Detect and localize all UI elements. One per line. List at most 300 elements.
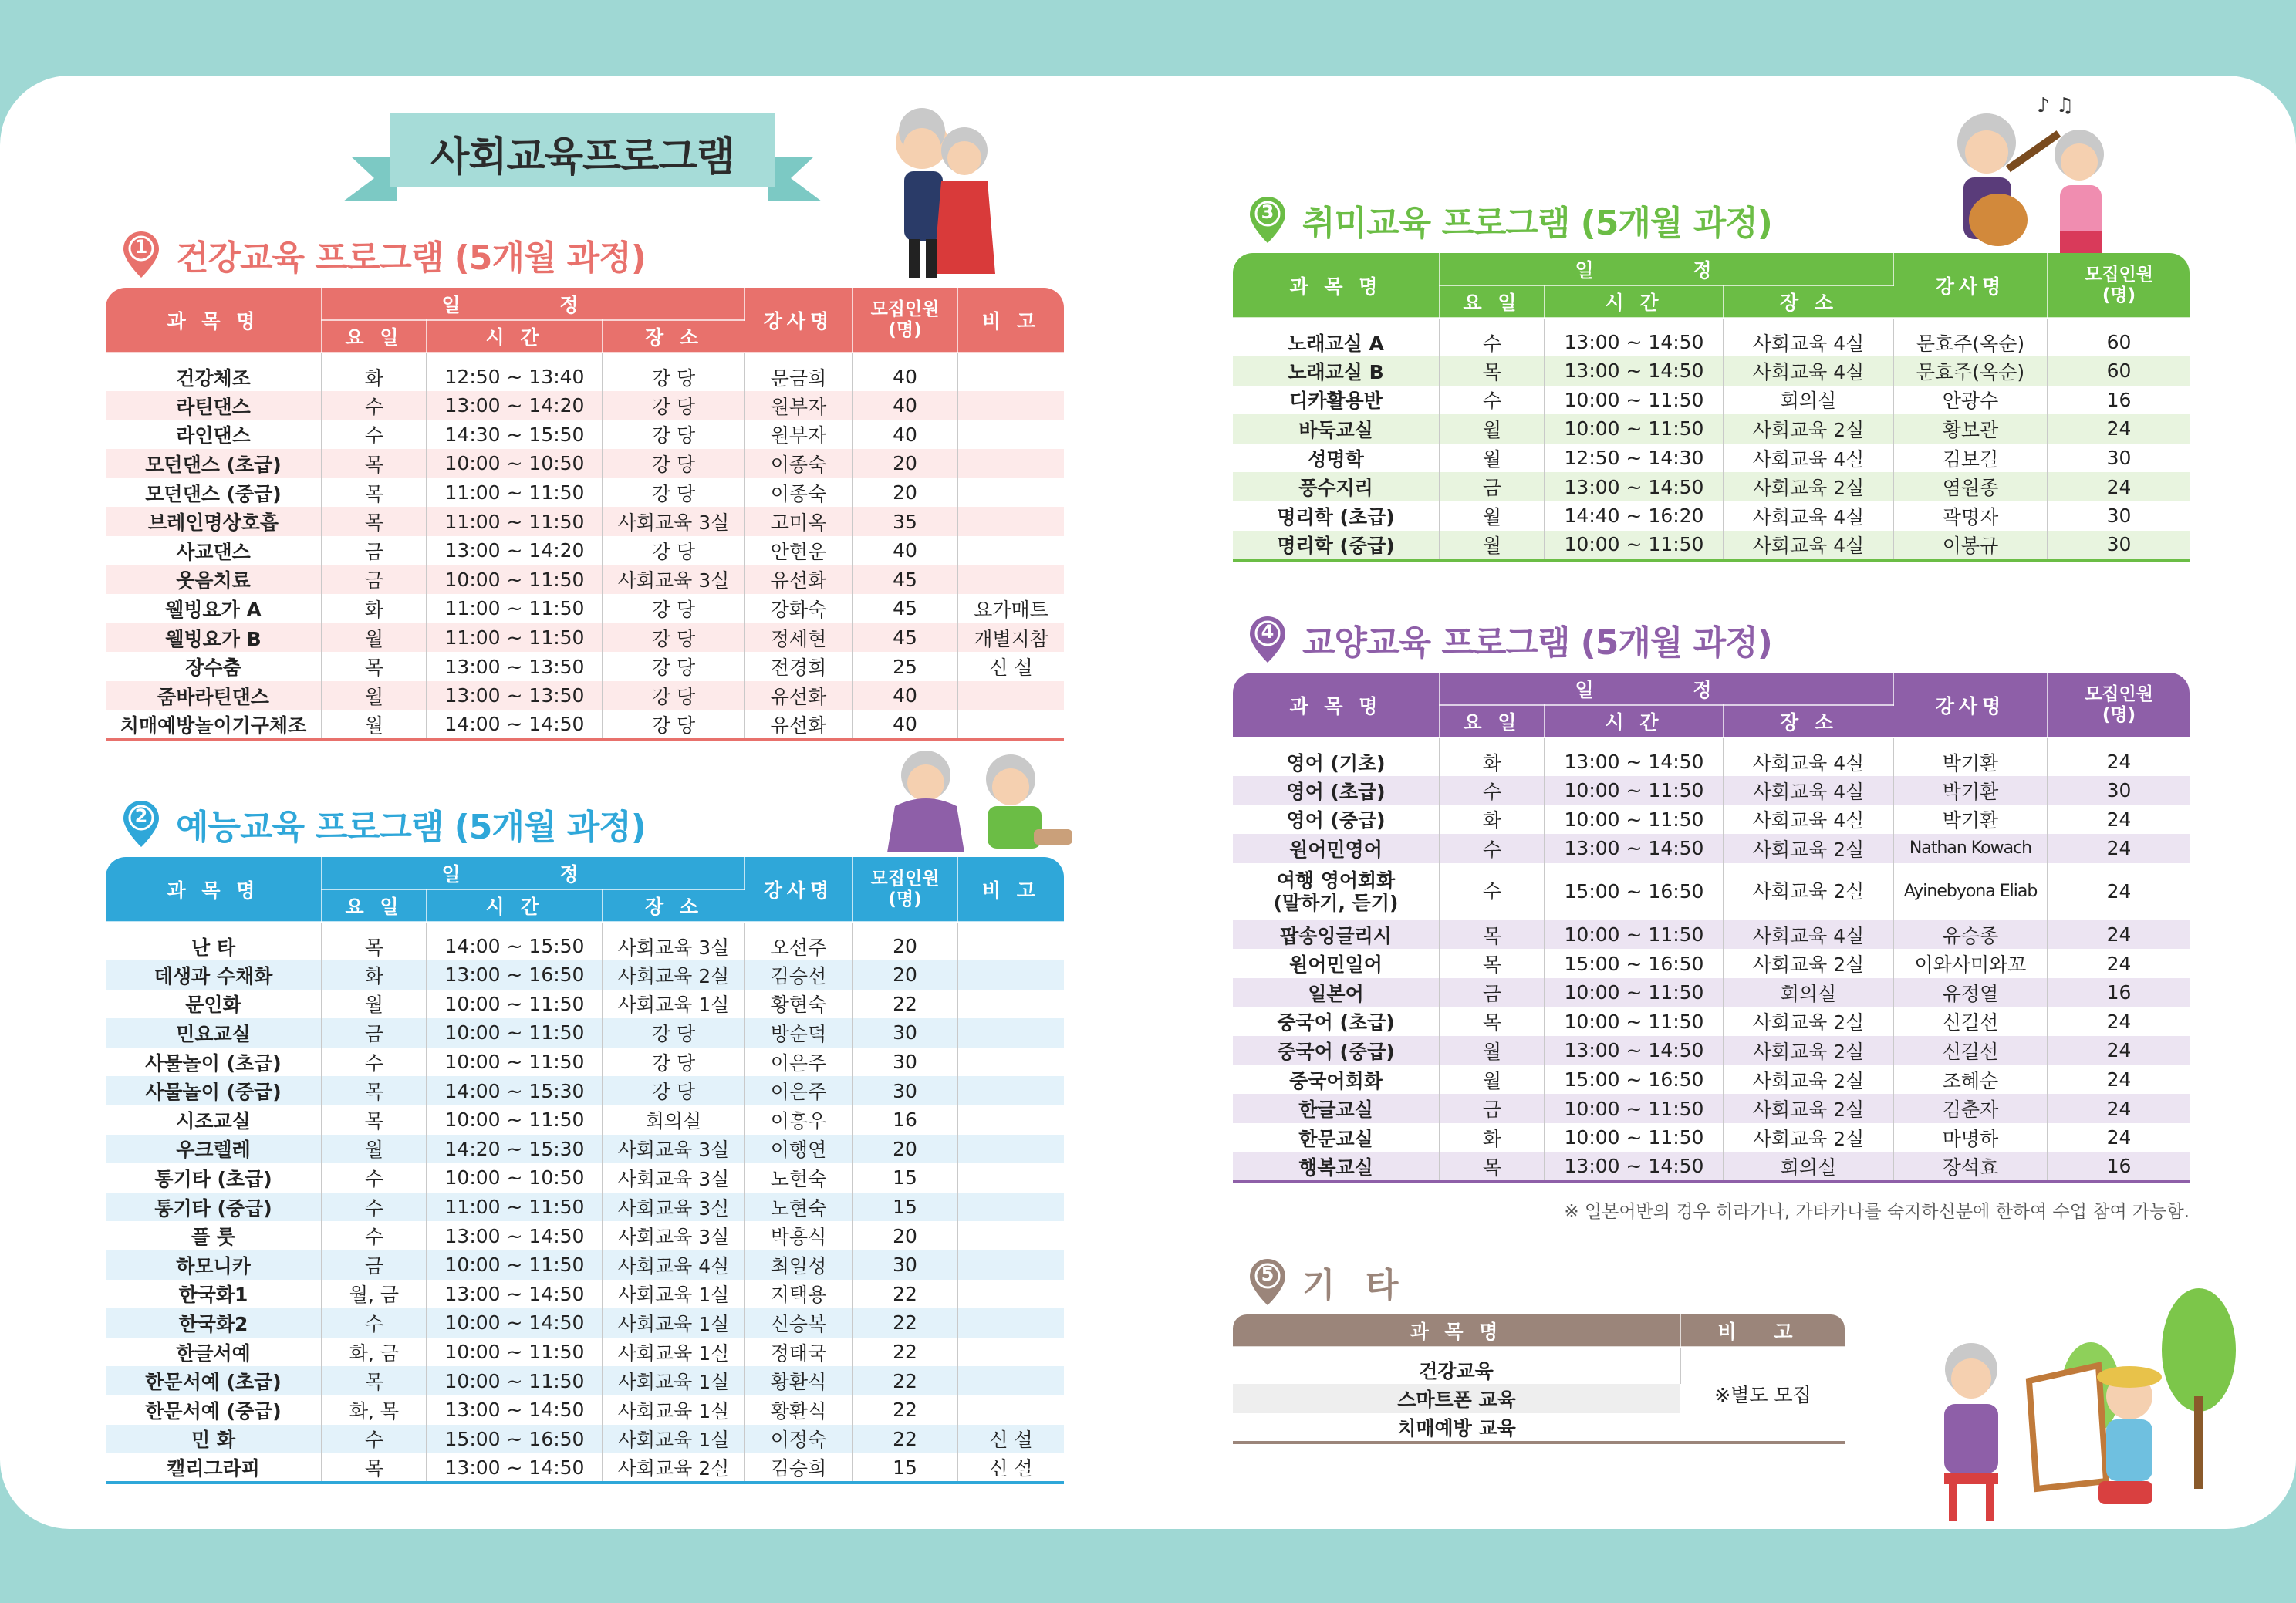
note-cell: 개별지참 [957, 623, 1064, 653]
note-cell: 신 설 [989, 656, 1033, 680]
table-row [1233, 1036, 2190, 1065]
day-cell: 목 [322, 1366, 427, 1395]
instructor-cell: 이은주 [745, 1048, 853, 1077]
hobby-section-heading [1250, 195, 1772, 245]
instructor-cell: 이봉규 [1893, 531, 2048, 560]
instructor-cell: 유정열 [1893, 978, 2048, 1007]
subject-cell: 라틴댄스 [106, 391, 322, 420]
table-row [106, 1048, 1064, 1077]
note-cell [957, 1395, 1064, 1425]
note-cell [957, 1048, 1064, 1077]
time-cell: 13:00 ~ 14:50 [1545, 737, 1724, 776]
table-row [106, 623, 1064, 653]
instructor-cell: 김보길 [1893, 444, 2048, 473]
note-cell [957, 990, 1064, 1019]
instructor-cell: 김승선 [745, 960, 853, 990]
section-title: 교양교육 프로그램 (5개월 과정) [1302, 623, 1772, 663]
capacity-cell: 16 [853, 1105, 957, 1135]
place-cell: 강 당 [603, 681, 745, 710]
guitar-couple-illustration [1944, 81, 2122, 266]
day-cell: 월 [322, 710, 427, 740]
time-cell: 10:00 ~ 10:50 [427, 1163, 603, 1193]
col-capacity: 모집인원 (명) [853, 857, 957, 922]
table-row [1233, 1123, 2190, 1152]
day-cell: 목 [322, 1076, 427, 1105]
place-cell: 강 당 [603, 420, 745, 450]
col-instructor: 강사명 [1893, 673, 2048, 737]
subject-cell: 웰빙요가 B [106, 623, 322, 653]
table-row [106, 594, 1064, 623]
place-cell: 강 당 [603, 710, 745, 740]
instructor-cell: 정세현 [745, 623, 853, 653]
instructor-cell: 김춘자 [1893, 1094, 2048, 1123]
subject-cell: 웰빙요가 A [106, 594, 322, 623]
time-cell: 10:00 ~ 11:50 [427, 1338, 603, 1367]
capacity-cell: 30 [2106, 447, 2132, 470]
day-cell: 수 [1440, 386, 1545, 415]
place-cell: 사회교육 4실 [1724, 776, 1893, 805]
place-cell: 회의실 [1724, 1152, 1893, 1182]
instructor-cell: 장석효 [1893, 1152, 2048, 1182]
place-cell: 사회교육 3실 [603, 1193, 745, 1222]
section-number: 1 [134, 236, 148, 258]
col-place: 장 소 [603, 320, 745, 353]
instructor-cell: 황보관 [1893, 414, 2048, 444]
capacity-cell: 24 [2106, 880, 2132, 903]
subject-cell: 민요교실 [106, 1018, 322, 1048]
col-day: 요 일 [1440, 705, 1545, 737]
subject-cell: 줌바라틴댄스 [106, 681, 322, 710]
day-cell: 금 [322, 565, 427, 595]
section-number: 2 [134, 805, 148, 827]
time-cell: 10:00 ~ 11:50 [427, 1366, 603, 1395]
table-row [106, 990, 1064, 1019]
capacity-cell: 20 [853, 478, 957, 508]
capacity-cell: 30 [2106, 505, 2132, 528]
day-cell: 목 [322, 652, 427, 681]
time-cell: 15:00 ~ 16:50 [1545, 949, 1724, 978]
capacity-cell: 40 [853, 536, 957, 565]
day-cell: 월 [322, 1135, 427, 1164]
place-cell: 사회교육 2실 [603, 960, 745, 990]
place-cell: 사회교육 3실 [603, 565, 745, 595]
capacity-cell: 24 [2106, 808, 2132, 831]
instructor-cell: 노현숙 [745, 1193, 853, 1222]
time-cell: 13:00 ~ 14:20 [427, 536, 603, 565]
day-cell: 금 [322, 1250, 427, 1280]
table-row [106, 1425, 1064, 1454]
table-row [106, 1135, 1064, 1164]
col-schedule: 일 정 [1440, 253, 1893, 285]
place-cell: 강 당 [603, 536, 745, 565]
instructor-cell: 신승복 [745, 1308, 853, 1338]
day-cell: 월 [1440, 414, 1545, 444]
subject-cell: 우크렐레 [106, 1135, 322, 1164]
day-cell: 목 [322, 922, 427, 960]
time-cell: 13:00 ~ 14:50 [427, 1221, 603, 1250]
instructor-cell: 방순덕 [745, 1018, 853, 1048]
capacity-cell: 40 [853, 391, 957, 420]
subject-cell: 한국화2 [106, 1308, 322, 1338]
time-cell: 11:00 ~ 11:50 [427, 623, 603, 653]
time-cell: 10:00 ~ 11:50 [427, 1018, 603, 1048]
subject-cell: 치매예방놀이기구체조 [106, 710, 322, 740]
subject-cell: 시조교실 [106, 1105, 322, 1135]
table-row [1233, 805, 2190, 835]
table-row [1233, 386, 2190, 415]
note-cell [957, 565, 1064, 595]
place-cell: 강 당 [603, 623, 745, 653]
col-instructor: 강사명 [745, 857, 853, 922]
day-cell: 화 [322, 960, 427, 990]
day-cell: 수 [322, 420, 427, 450]
table-row [106, 420, 1064, 450]
table-row [106, 1221, 1064, 1250]
col-day: 요 일 [322, 889, 427, 922]
section-number: 5 [1261, 1264, 1275, 1285]
time-cell: 13:00 ~ 14:50 [427, 1395, 603, 1425]
place-cell: 강 당 [603, 594, 745, 623]
instructor-cell: 지택용 [745, 1280, 853, 1309]
time-cell: 10:00 ~ 11:50 [427, 565, 603, 595]
subject-cell: 영어 (초급) [1233, 776, 1440, 805]
dancing-couple-illustration [887, 108, 1003, 293]
table-row [106, 1453, 1064, 1483]
subject-cell: 원어민일어 [1233, 949, 1440, 978]
subject-cell: 한글교실 [1233, 1094, 1440, 1123]
day-cell: 목 [322, 507, 427, 536]
day-cell: 월 [1440, 1065, 1545, 1095]
table-row [1233, 978, 2190, 1007]
day-cell: 화 [1440, 805, 1545, 835]
day-cell: 화, 목 [322, 1395, 427, 1425]
day-cell: 월 [322, 623, 427, 653]
time-cell: 10:00 ~ 11:50 [1545, 805, 1724, 835]
instructor-cell: 이정숙 [745, 1425, 853, 1454]
col-note: 비 고 [1680, 1314, 1845, 1347]
place-cell: 사회교육 2실 [1724, 834, 1893, 863]
capacity-cell: 40 [853, 353, 957, 391]
place-cell: 사회교육 1실 [603, 990, 745, 1019]
page-title: 사회교육프로그램 [430, 134, 734, 181]
time-cell: 10:00 ~ 11:50 [1545, 920, 1724, 950]
col-time: 시 간 [427, 889, 603, 922]
place-cell: 사회교육 2실 [1724, 1007, 1893, 1037]
time-cell: 15:00 ~ 16:50 [427, 1425, 603, 1454]
subject-cell: 디카활용반 [1233, 386, 1440, 415]
table-row [1233, 472, 2190, 501]
table-row [106, 1163, 1064, 1193]
capacity-cell: 30 [2048, 776, 2190, 805]
subject-cell: 명리학 (초급) [1233, 501, 1440, 531]
instructor-cell: 박기환 [1893, 805, 2048, 835]
instructor-cell: 문금희 [745, 353, 853, 391]
place-cell: 사회교육 3실 [603, 1221, 745, 1250]
col-subject: 과 목 명 [1233, 253, 1440, 318]
singing-couple-illustration [872, 744, 1080, 860]
time-cell: 10:00 ~ 11:50 [427, 1250, 603, 1280]
subject-cell: 데생과 수채화 [106, 960, 322, 990]
time-cell: 11:00 ~ 11:50 [427, 507, 603, 536]
instructor-cell: 곽명자 [1893, 501, 2048, 531]
note-cell [957, 1250, 1064, 1280]
place-cell: 사회교육 4실 [1724, 737, 1893, 776]
health-section-heading [123, 230, 646, 279]
instructor-cell: 유승종 [1893, 920, 2048, 950]
capacity-cell: 24 [2106, 952, 2132, 975]
day-cell: 목 [322, 449, 427, 478]
note-cell: 신 설 [957, 1425, 1064, 1454]
note-cell [957, 1018, 1064, 1048]
instructor-cell: 마명하 [1893, 1123, 2048, 1152]
day-cell: 수 [1440, 318, 1545, 356]
capacity-cell: 24 [2048, 1036, 2190, 1065]
day-cell: 수 [322, 1308, 427, 1338]
note-cell: 요가매트 [974, 598, 1048, 621]
section-title: 예능교육 프로그램 (5개월 과정) [176, 808, 646, 847]
capacity-cell: 30 [853, 1076, 957, 1105]
capacity-cell: 24 [2048, 472, 2190, 501]
subject-cell: 모던댄스 (중급) [106, 478, 322, 508]
day-cell: 월 [322, 681, 427, 710]
time-cell: 10:00 ~ 11:50 [1545, 978, 1724, 1007]
instructor-cell: 신길선 [1893, 1007, 2048, 1037]
place-cell: 회의실 [1724, 386, 1893, 415]
time-cell: 13:00 ~ 14:50 [1545, 472, 1724, 501]
note-cell [957, 681, 1064, 710]
instructor-cell: 신길선 [1893, 1036, 2048, 1065]
col-schedule: 일 정 [322, 857, 745, 889]
day-cell: 월 [1440, 1036, 1545, 1065]
subject-cell: 명리학 (중급) [1233, 531, 1440, 560]
table-row [106, 1105, 1064, 1135]
note-cell [957, 478, 1064, 508]
col-subject: 과 목 명 [106, 857, 322, 922]
table-row [1233, 414, 2190, 444]
table-row [106, 449, 1064, 478]
instructor-cell: 유선화 [745, 565, 853, 595]
place-cell: 강 당 [603, 391, 745, 420]
time-cell: 13:00 ~ 14:50 [427, 1280, 603, 1309]
day-cell: 금 [322, 1018, 427, 1048]
place-cell: 사회교육 4실 [1724, 920, 1893, 950]
time-cell: 13:00 ~ 14:50 [1545, 834, 1724, 863]
col-place: 장 소 [1724, 285, 1893, 318]
subject-cell: 바둑교실 [1233, 414, 1440, 444]
col-time: 시 간 [427, 320, 603, 353]
day-cell: 월 [1440, 444, 1545, 473]
subject-cell: 라인댄스 [106, 420, 322, 450]
table-row [1233, 737, 2190, 776]
col-day: 요 일 [322, 320, 427, 353]
table-row [106, 1193, 1064, 1222]
note-cell [957, 960, 1064, 990]
arts-program-table [106, 857, 1064, 1484]
instructor-cell: 황현숙 [745, 990, 853, 1019]
time-cell: 13:00 ~ 16:50 [427, 960, 603, 990]
section-number-pin-icon [1250, 616, 1285, 663]
table-row [106, 1250, 1064, 1280]
place-cell: 사회교육 3실 [603, 922, 745, 960]
col-subject: 과 목 명 [106, 288, 322, 353]
instructor-cell: 박기환 [1893, 737, 2048, 776]
table-row [106, 391, 1064, 420]
time-cell: 13:00 ~ 14:50 [1545, 1152, 1724, 1182]
time-cell: 13:00 ~ 14:50 [1545, 318, 1724, 356]
col-place: 장 소 [1724, 705, 1893, 737]
capacity-cell: 20 [853, 922, 957, 960]
capacity-cell: 35 [853, 507, 957, 536]
subject-cell: 하모니카 [106, 1250, 322, 1280]
day-cell: 수 [322, 391, 427, 420]
subject-cell: 웃음치료 [106, 565, 322, 595]
section-number: 4 [1261, 621, 1275, 643]
time-cell: 13:00 ~ 14:20 [427, 391, 603, 420]
note-cell [957, 1366, 1064, 1395]
capacity-cell: 20 [853, 449, 957, 478]
instructor-cell: 유선화 [745, 681, 853, 710]
instructor-cell: 이종숙 [745, 478, 853, 508]
place-cell: 사회교육 4실 [1724, 531, 1893, 560]
table-row [1233, 318, 2190, 356]
instructor-cell: Nathan Kowach [1893, 834, 2048, 863]
place-cell: 사회교육 3실 [603, 1135, 745, 1164]
instructor-cell: 이종숙 [745, 449, 853, 478]
table-row [1233, 356, 2190, 386]
capacity-cell: 40 [853, 681, 957, 710]
place-cell: 강 당 [603, 353, 745, 391]
place-cell: 강 당 [603, 1076, 745, 1105]
table-row [1233, 501, 2190, 531]
capacity-cell: 16 [2048, 978, 2190, 1007]
col-schedule: 일 정 [322, 288, 745, 320]
day-cell: 월 [1440, 501, 1545, 531]
place-cell: 사회교육 3실 [603, 507, 745, 536]
subject-cell: 건강교육 [1233, 1347, 1680, 1384]
subject-cell: 장수춤 [106, 652, 322, 681]
day-cell: 목 [1440, 920, 1545, 950]
note-cell [957, 1221, 1064, 1250]
table-row [1233, 1065, 2190, 1095]
place-cell: 사회교육 2실 [1724, 949, 1893, 978]
capacity-cell: 45 [853, 623, 957, 653]
time-cell: 10:00 ~ 11:50 [427, 1105, 603, 1135]
instructor-cell: 문효주(옥순) [1893, 356, 2048, 386]
day-cell: 수 [322, 1048, 427, 1077]
day-cell: 금 [1440, 978, 1545, 1007]
day-cell: 목 [322, 1453, 427, 1483]
table-row [1233, 1347, 1845, 1384]
day-cell: 월, 금 [322, 1280, 427, 1309]
capacity-cell: 15 [853, 1163, 957, 1193]
capacity-cell: 45 [853, 565, 957, 595]
table-row [1233, 949, 2190, 978]
capacity-cell: 40 [853, 710, 957, 740]
time-cell: 14:30 ~ 15:50 [427, 420, 603, 450]
time-cell: 10:00 ~ 11:50 [427, 990, 603, 1019]
instructor-cell: 고미옥 [745, 507, 853, 536]
instructor-cell: 안광수 [1893, 386, 2048, 415]
time-cell: 12:50 ~ 14:30 [1545, 444, 1724, 473]
place-cell: 사회교육 4실 [1724, 805, 1893, 835]
col-subject: 과 목 명 [1233, 1314, 1680, 1347]
table-row [106, 922, 1064, 960]
instructor-cell: 이흥우 [745, 1105, 853, 1135]
note-cell: 신 설 [989, 1457, 1033, 1480]
place-cell: 강 당 [603, 652, 745, 681]
capacity-cell: 24 [2106, 1068, 2132, 1092]
place-cell: 회의실 [603, 1105, 745, 1135]
subject-cell: 일본어 [1233, 978, 1440, 1007]
time-cell: 14:00 ~ 15:50 [427, 922, 603, 960]
day-cell: 화 [322, 594, 427, 623]
instructor-cell: 문효주(옥순) [1893, 318, 2048, 356]
table-row [106, 1366, 1064, 1395]
instructor-cell: 염원종 [1893, 472, 2048, 501]
culture-section-heading [1250, 615, 1772, 664]
note-cell [957, 420, 1064, 450]
time-cell: 13:00 ~ 13:50 [427, 681, 603, 710]
subject-cell: 영어 (기초) [1233, 737, 1440, 776]
subject-cell: 중국어 (초급) [1233, 1007, 1440, 1037]
note-cell [957, 449, 1064, 478]
day-cell: 화 [322, 353, 427, 391]
table-row [106, 681, 1064, 710]
subject-cell: 사물놀이 (중급) [106, 1076, 322, 1105]
place-cell: 사회교육 1실 [603, 1425, 745, 1454]
capacity-cell: 16 [2106, 388, 2132, 411]
table-row [1233, 1152, 2190, 1182]
subject-cell: 팝송잉글리시 [1233, 920, 1440, 950]
note-cell [957, 1280, 1064, 1309]
table-row [1233, 776, 2190, 805]
subject-cell: 영어 (중급) [1233, 805, 1440, 835]
time-cell: 10:00 ~ 14:50 [427, 1308, 603, 1338]
day-cell: 목 [1440, 1007, 1545, 1037]
capacity-cell: 22 [853, 1366, 957, 1395]
table-row [106, 1076, 1064, 1105]
instructor-cell: 이와사미와꼬 [1893, 949, 2048, 978]
instructor-cell: 박기환 [1893, 776, 2048, 805]
capacity-cell: 40 [853, 420, 957, 450]
time-cell: 13:00 ~ 14:50 [1545, 1036, 1724, 1065]
hobby-program-table [1233, 253, 2190, 562]
table-row [106, 1338, 1064, 1367]
place-cell: 사회교육 1실 [603, 1308, 745, 1338]
subject-cell: 한글서예 [106, 1338, 322, 1367]
time-cell: 10:00 ~ 11:50 [427, 1048, 603, 1077]
place-cell: 사회교육 2실 [1724, 414, 1893, 444]
subject-cell: 통기타 (중급) [106, 1193, 322, 1222]
instructor-cell: 정태국 [745, 1338, 853, 1367]
place-cell: 사회교육 3실 [603, 1163, 745, 1193]
subject-cell: 문인화 [106, 990, 322, 1019]
instructor-cell: 조혜순 [1893, 1065, 2048, 1095]
day-cell: 월 [322, 990, 427, 1019]
instructor-cell: 원부자 [745, 391, 853, 420]
time-cell: 10:00 ~ 11:50 [1545, 386, 1724, 415]
table-row [106, 1018, 1064, 1048]
capacity-cell: 20 [853, 1135, 957, 1164]
subject-cell: 풍수지리 [1233, 472, 1440, 501]
subject-cell: 모던댄스 (초급) [106, 449, 322, 478]
note-cell [957, 1193, 1064, 1222]
time-cell: 13:00 ~ 14:50 [1545, 356, 1724, 386]
instructor-cell: 안현운 [745, 536, 853, 565]
capacity-cell: 24 [2048, 414, 2190, 444]
instructor-cell: 김승희 [745, 1453, 853, 1483]
day-cell: 수 [1440, 776, 1545, 805]
